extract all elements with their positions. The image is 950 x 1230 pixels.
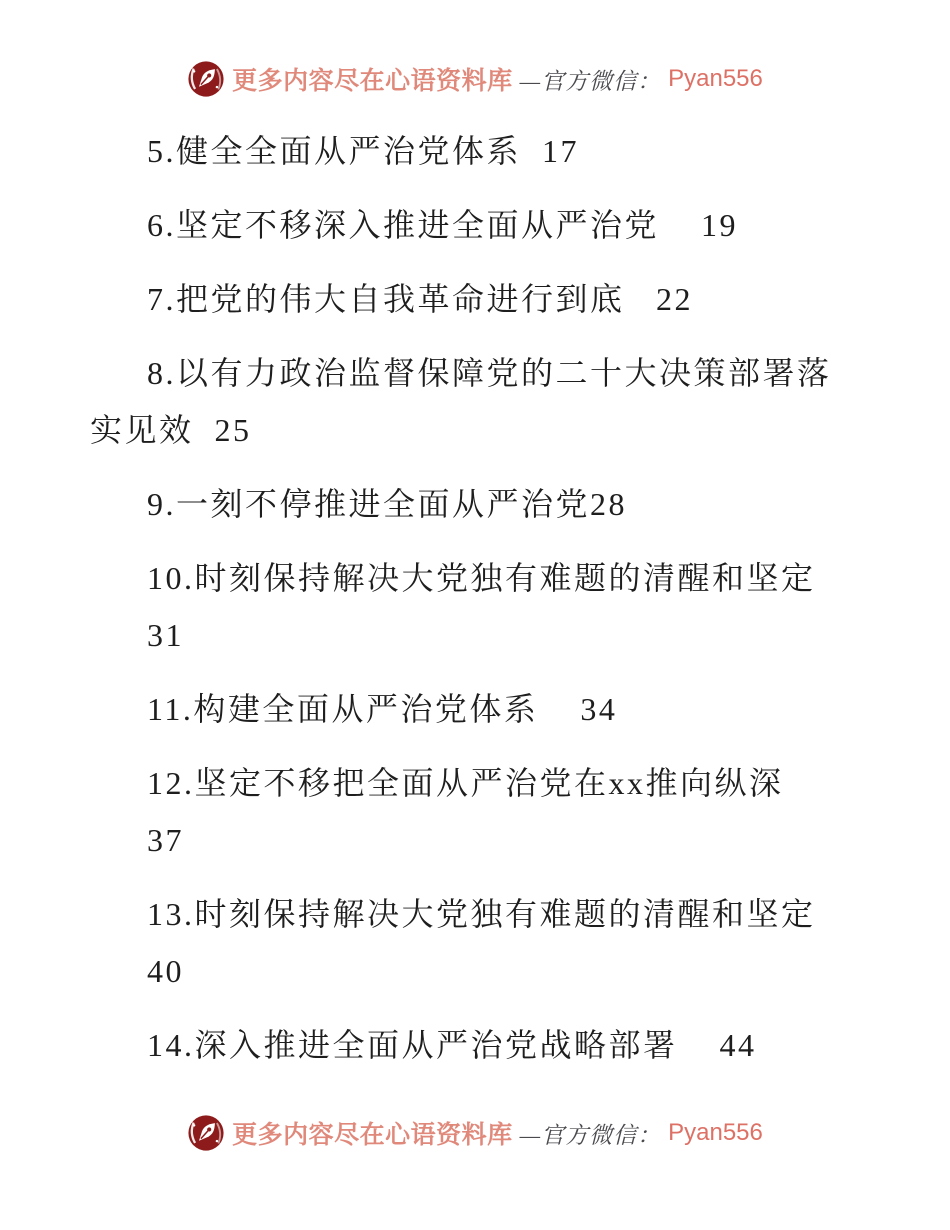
watermark-wechat-id: Pyan556: [668, 65, 763, 92]
toc-item-8: [90, 345, 862, 459]
toc-line: 7.把党的伟大自我革命进行到底 22: [147, 281, 694, 317]
watermark-wechat-label: —官方微信：: [519, 1122, 662, 1148]
toc-item-12: [90, 755, 862, 869]
watermark-wechat-id: Pyan556: [668, 1119, 763, 1146]
footer-watermark: [0, 1114, 950, 1152]
watermark-text: 更多内容尽在心语资料库: [232, 1122, 513, 1149]
toc-line: 31: [147, 617, 184, 653]
toc-line: 6.坚定不移深入推进全面从严治党 19: [147, 207, 739, 243]
toc-list: [90, 123, 862, 1091]
watermark-wechat-label: —官方微信：: [519, 68, 662, 94]
toc-item-13: [90, 886, 862, 1000]
header-watermark: [0, 60, 950, 98]
toc-item-5: [90, 123, 862, 180]
toc-line: 11.构建全面从严治党体系 34: [147, 691, 618, 727]
toc-line: 8.以有力政治监督保障党的二十大决策部署落: [147, 355, 832, 391]
toc-line: 5.健全全面从严治党体系 17: [147, 133, 580, 169]
toc-line: 9.一刻不停推进全面从严治党28: [147, 486, 628, 522]
watermark-text: 更多内容尽在心语资料库: [232, 68, 513, 95]
brand-pen-logo-icon: [187, 1114, 225, 1152]
toc-line: 12.坚定不移把全面从严治党在xx推向纵深: [147, 765, 784, 801]
toc-line: 14.深入推进全面从严治党战略部署 44: [147, 1027, 757, 1063]
toc-item-7: [90, 271, 862, 328]
toc-item-11: [90, 681, 862, 738]
toc-line: 10.时刻保持解决大党独有难题的清醒和坚定: [147, 560, 816, 596]
toc-item-6: [90, 197, 862, 254]
toc-line: 40: [147, 953, 184, 989]
toc-line: 37: [147, 822, 184, 858]
toc-item-10: [90, 550, 862, 664]
toc-item-9: [90, 476, 862, 533]
brand-pen-logo-icon: [187, 60, 225, 98]
toc-line: 实见效 25: [90, 412, 252, 448]
toc-line: 13.时刻保持解决大党独有难题的清醒和坚定: [147, 896, 816, 932]
toc-item-14: [90, 1017, 862, 1074]
